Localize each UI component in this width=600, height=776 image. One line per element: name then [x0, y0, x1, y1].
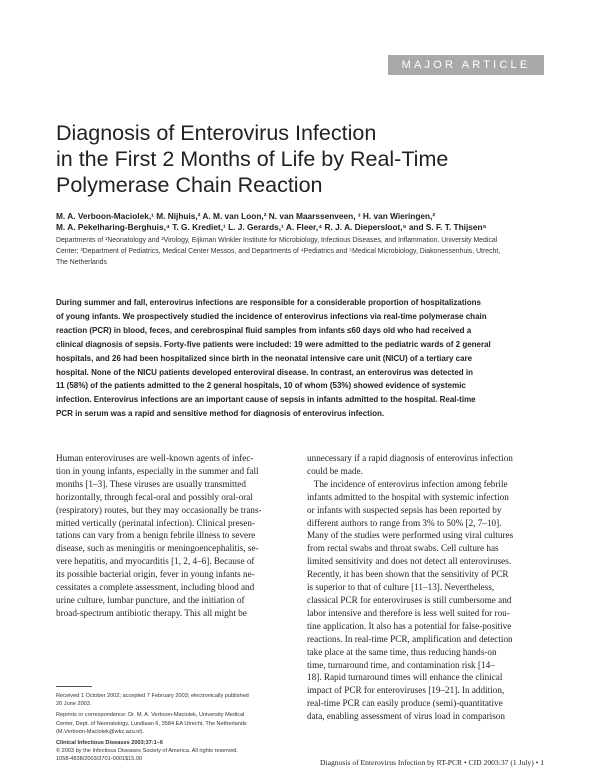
body-line: tations can vary from a benign febrile illness to severe	[56, 530, 256, 541]
body-line: broad-spectrum antibiotic therapy. This all might be	[56, 607, 247, 618]
body-line: unnecessary if a rapid diagnosis of enterovirus infection	[307, 453, 513, 463]
footnote-line: Center, Dept. of Neonatology, Lundlaan 6, 3584 EA Utrecht, The Netherlands	[56, 720, 247, 727]
abstract-line: hospital. None of the NICU patients developed enteroviral disease. In contrast, an enterovirus was detected in	[56, 367, 473, 377]
title-line: in the First 2 Months of Life by Real-Time	[56, 147, 449, 171]
copyright-line: 1058-4838/2003/3701-0001$15.00	[56, 756, 143, 763]
body-column-left	[56, 452, 294, 620]
body-line: Recently, it has been shown that the sensitivity of PCR	[307, 569, 509, 580]
body-line: from rectal swabs and throat swabs. Cell culture has	[307, 543, 499, 554]
abstract-line: PCR in serum was a rapid and sensitive method for diagnosis of enterovirus infection.	[56, 409, 385, 419]
body-line: or infants with suspected sepsis has been reported by	[307, 504, 502, 515]
running-footer: Diagnosis of Enterovirus Infection by RT-PCR • CID 2003:37 (1 July) • 1	[320, 758, 544, 767]
section-label: MAJOR ARTICLE	[388, 55, 544, 75]
abstract-line: infection. Enterovirus infections are an important cause of sepsis in infants admitted to the hospital. Real-time	[56, 395, 476, 405]
title-line: Polymerase Chain Reaction	[56, 173, 323, 197]
body-line: vere hepatitis, and myocarditis [1, 2, 4–6]. Because of	[56, 556, 255, 567]
author-line: M. A. Pekelharing-Berghuis,⁴ T. G. Krediet,¹ L. J. Gerards,¹ A. Fleer,⁴ R. J. A. Diepersloot,⁵ and S. F. T. Thijsen⁵	[56, 222, 487, 232]
affiliation-line: The Netherlands	[56, 259, 107, 266]
body-line: tine application. It also has a potential for false-positive	[307, 620, 512, 631]
body-line: horizontally, through fecal-oral and possibly oral-oral	[56, 491, 253, 502]
footnote-correspondence	[56, 711, 296, 736]
abstract	[56, 296, 546, 421]
abstract-line: reaction (PCR) in blood, feces, and cerebrospinal fluid samples from infants ≤60 days old who had received a	[56, 325, 472, 335]
abstract-line: During summer and fall, enterovirus infections are responsible for a considerable proportion of hospitalizations	[56, 298, 481, 307]
body-column-right	[307, 452, 545, 723]
author-line: M. A. Verboon-Maciolek,¹ M. Nijhuis,² A. M. van Loon,² N. van Maarssenveen, ³ H. van Wieringen,²	[56, 211, 436, 221]
journal-citation: Clinical Infectious Diseases 2003;37:1–6	[56, 740, 163, 747]
body-line: could be made.	[307, 465, 363, 476]
body-line: cessitates a complete assessment, including blood and	[56, 582, 255, 593]
affiliation-line: Center; ³Department of Pediatrics, Medical Center Messos, and Departments of ⁴Pediatrics and ⁵Medical Microbiology, Diakonessenhuis, Utrecht,	[56, 248, 501, 255]
body-line: Many of the studies were performed using viral cultures	[307, 530, 514, 541]
body-line: labor intensive and therefore is less well suited for rou-	[307, 607, 510, 618]
body-line: its possible bacterial origin, fever in young infants ne-	[56, 569, 255, 580]
body-line: reactions. In real-time PCR, amplification and detection	[307, 633, 513, 644]
body-line: Human enteroviruses are well-known agents of infec-	[56, 453, 254, 463]
body-line: take place at the same time, thus reducing hands-on	[307, 646, 497, 657]
body-line: The incidence of enterovirus infection among febrile	[307, 478, 508, 489]
body-line: classical PCR for enteroviruses is still cumbersome and	[307, 594, 512, 605]
title-line: Diagnosis of Enterovirus Infection	[56, 121, 377, 145]
body-line: infants admitted to the hospital with systemic infection	[307, 491, 509, 502]
copyright-line: © 2003 by the Infectious Diseases Society of America. All rights reserved.	[56, 748, 238, 755]
body-line: mitted vertically (perinatal infection). Clinical presen-	[56, 517, 255, 528]
body-line: months [1–3]. These viruses are usually transmitted	[56, 478, 246, 489]
body-line: impact of PCR for enteroviruses [19–21]. In addition,	[307, 685, 505, 696]
body-line: real-time PCR can easily produce (semi)-quantitative	[307, 698, 503, 709]
body-line: data, enabling assessment of virus load in comparison	[307, 711, 505, 722]
footnote-line: (M.Verboon-Maciolek@wkz.azu.nl).	[56, 728, 145, 735]
abstract-line: hospitals, and 26 had been hospitalized since birth in the neonatal intensive care unit (NICU) of a tertiary care	[56, 353, 473, 363]
footnotes	[56, 692, 296, 764]
body-line: 18]. Rapid turnaround times will enhance the clinical	[307, 672, 503, 683]
body-line: tion in young infants, especially in the summer and fall	[56, 465, 259, 476]
affiliations	[56, 235, 556, 268]
body-line: is superior to that of culture [11–13]. Nevertheless,	[307, 582, 495, 593]
author-list	[56, 211, 556, 233]
footnote-line: Reprints or correspondence: Dr. M. A. Verboon-Maciolek, University Medical	[56, 712, 245, 719]
article-title	[56, 120, 536, 198]
body-line: time, turnaround time, and contamination risk [14–	[307, 659, 495, 670]
footnote-line: Received 1 October 2002; accepted 7 February 2003; electronically published	[56, 693, 249, 699]
abstract-line: of young infants. We prospectively studied the incidence of enterovirus infections via real-time polymerase chain	[56, 311, 487, 321]
abstract-line: clinical diagnosis of sepsis. Forty-five patients were included: 19 were admitted to the pediatric wards of 2 general	[56, 339, 491, 349]
body-line: different authors to range from 3% to 50% [2, 7–10].	[307, 517, 502, 528]
footnote-rule	[56, 686, 92, 687]
abstract-line: 11 (58%) of the patients admitted to the 2 general hospitals, 10 of whom (53%) showed evidence of systemic	[56, 381, 466, 391]
affiliation-line: Departments of ¹Neonatology and ²Virology, Eijkman Winkler Institute for Microbiology, Infectious Diseases, and Inflammation, University Medical	[56, 237, 498, 244]
body-line: (respiratory) routes, but they may occasionally be trans-	[56, 504, 262, 515]
body-line: urine culture, lumbar puncture, and the initiation of	[56, 594, 245, 605]
footnote-line: 20 June 2003.	[56, 701, 92, 708]
body-line: limited sensitivity and does not detect all enteroviruses.	[307, 556, 512, 567]
body-line: disease, such as meningitis or meningoencephalitis, se-	[56, 543, 259, 554]
footnote-received	[56, 692, 296, 708]
